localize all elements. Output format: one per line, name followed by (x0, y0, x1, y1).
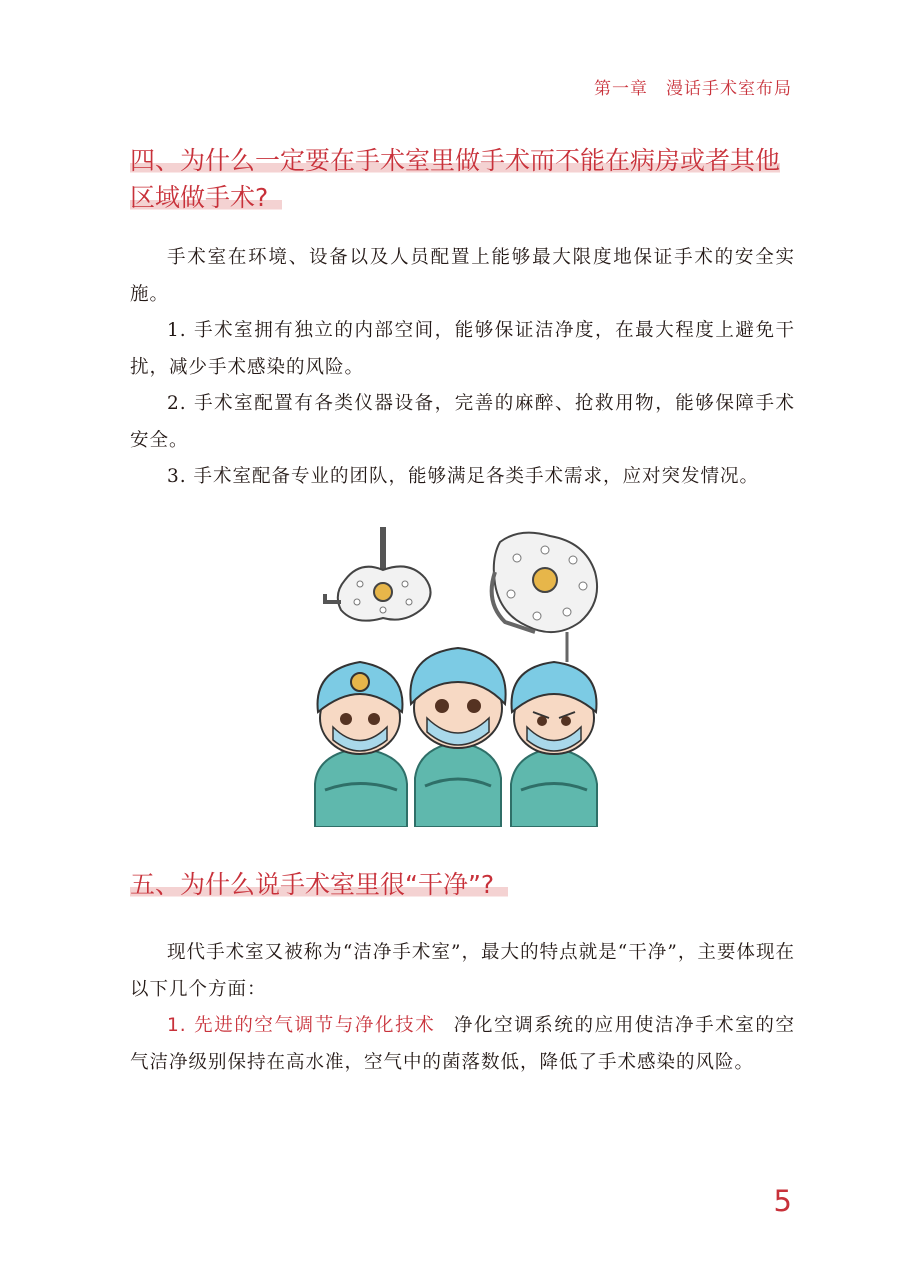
section5-heading: 五、为什么说手术室里很“干净”? (130, 866, 790, 903)
section4-intro: 手术室在环境、设备以及人员配置上能够最大限度地保证手术的安全实施。 (130, 247, 795, 305)
running-head-title: 漫话手术室布局 (666, 79, 792, 99)
section4-item-3: 3. 手术室配备专业的团队，能够满足各类手术需求，应对突发情况。 (167, 466, 760, 487)
running-head (594, 74, 792, 99)
running-head-chapter: 第一章 (594, 79, 648, 99)
section5-body (130, 935, 795, 1081)
section5-intro: 现代手术室又被称为“洁净手术室”，最大的特点就是“干净”，主要体现在以下几个方面： (130, 942, 795, 1000)
section5-point-1-title: 1. 先进的空气调节与净化技术 (167, 1015, 436, 1036)
page-number: 5 (773, 1184, 792, 1218)
section4-heading: 四、为什么一定要在手术室里做手术而不能在病房或者其他区域做手术? (130, 146, 781, 212)
section5-point-1-body: 净化空调系统的应用使洁净手术室的空气洁净级别保持在高水准，空气中的菌落数低，降低了手术感染的风险。 (130, 1015, 795, 1073)
section4-body (130, 240, 795, 496)
section4-item-1: 1. 手术室拥有独立的内部空间，能够保证洁净度，在最大程度上避免干扰，减少手术感染的风险。 (130, 320, 795, 378)
section5-point-1 (130, 1008, 795, 1081)
surgeons-illustration (305, 522, 610, 827)
section4-item-2: 2. 手术室配置有各类仪器设备，完善的麻醉、抢救用物，能够保障手术安全。 (130, 393, 795, 451)
